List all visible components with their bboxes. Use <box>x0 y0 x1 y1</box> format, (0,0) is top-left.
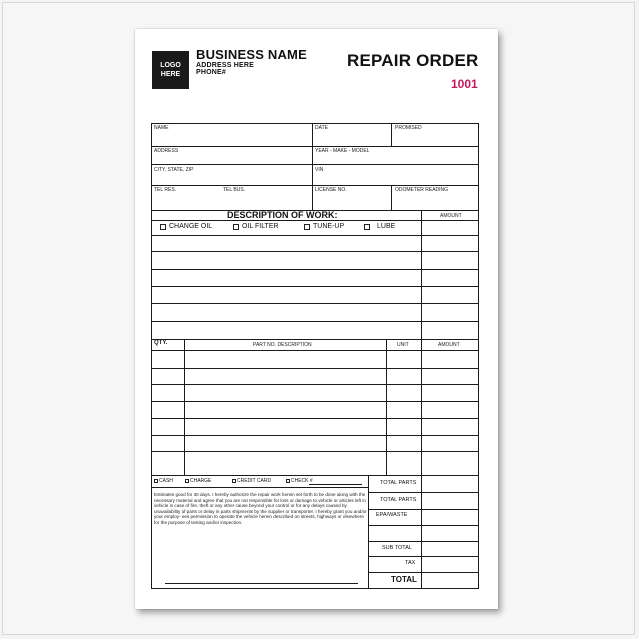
odometer-label: ODOMETER READING <box>395 187 449 193</box>
sub-total-label: SUB TOTAL <box>382 545 412 551</box>
charge-checkbox[interactable] <box>185 479 189 483</box>
parts-table <box>151 339 479 476</box>
part-description-header: PART NO. DESCRIPTION <box>253 342 312 348</box>
date-field-label: DATE <box>315 125 328 131</box>
lube-checkbox[interactable] <box>364 224 370 230</box>
credit-card-checkbox[interactable] <box>232 479 236 483</box>
business-name <box>196 47 307 76</box>
oil-filter-checkbox[interactable] <box>233 224 239 230</box>
year-make-model-label: YEAR - MAKE - MODEL <box>315 148 370 154</box>
tax-label: TAX <box>405 560 416 566</box>
logo-text-line1: LOGO <box>160 62 181 69</box>
signature-line[interactable] <box>165 583 358 584</box>
epa-waste-label: EPA/WASTE <box>376 512 408 518</box>
repair-order-form <box>135 29 498 609</box>
cash-checkbox[interactable] <box>154 479 158 483</box>
tel-bus-label: TEL BUS. <box>223 187 246 193</box>
lube-label: LUBE <box>377 223 396 230</box>
check-number-line[interactable] <box>309 484 362 485</box>
business-phone: PHONE# <box>196 69 226 76</box>
charge-label: CHARGE <box>190 478 212 484</box>
authorization-terms: Estimates good for 30 days. I hereby authorize the repair work herein set forth to be done along with the necessary material and agree that you are not responsible for loss or damage to vehicle or articles left in vehicle in case of fire, theft or any other cause beyond your control or for any delays caused by unavailability of parts or delay in parts shipments by the supplier or transporter. I hereby grant you and/or your employ- ees permission to operate the vehicle herein described on streets, highways or elsewhere for the purpose of testing and/or inspection. <box>154 492 367 525</box>
work-amount-header: AMOUNT <box>440 213 462 219</box>
check-label: CHECK # <box>291 478 313 484</box>
check-checkbox[interactable] <box>286 479 290 483</box>
name-field-label: NAME <box>154 125 169 131</box>
total-parts-label-1: TOTAL PARTS <box>380 480 417 486</box>
work-description-title: DESCRIPTION OF WORK: <box>227 210 338 220</box>
vin-label: VIN <box>315 167 324 173</box>
unit-column-header: UNIT <box>397 342 409 348</box>
change-oil-label: CHANGE OIL <box>169 223 213 230</box>
tel-res-label: TEL RES. <box>154 187 177 193</box>
cash-label: CASH <box>159 478 173 484</box>
tune-up-label: TUNE-UP <box>313 223 345 230</box>
credit-card-label: CREDIT CARD <box>237 478 272 484</box>
oil-filter-label: OIL FILTER <box>242 223 279 230</box>
tune-up-checkbox[interactable] <box>304 224 310 230</box>
logo-placeholder <box>152 51 189 89</box>
business-address: ADDRESS HERE <box>196 62 255 69</box>
qty-column-header: QTY. <box>154 340 168 346</box>
total-parts-label-2: TOTAL PARTS <box>380 497 417 503</box>
page-title: REPAIR ORDER <box>347 51 479 70</box>
parts-amount-header: AMOUNT <box>438 342 460 348</box>
address-field-label: ADDRESS <box>154 148 179 154</box>
city-state-zip-label: CITY, STATE, ZIP <box>154 167 194 173</box>
logo-text-line2: HERE <box>160 71 181 78</box>
promised-field-label: PROMISED <box>395 125 422 131</box>
business-name-text: BUSINESS NAME <box>196 47 307 62</box>
change-oil-checkbox[interactable] <box>160 224 166 230</box>
grand-total-label: TOTAL <box>391 575 417 584</box>
license-no-label: LICENSE NO. <box>315 187 347 193</box>
order-number: 1001 <box>451 77 478 91</box>
